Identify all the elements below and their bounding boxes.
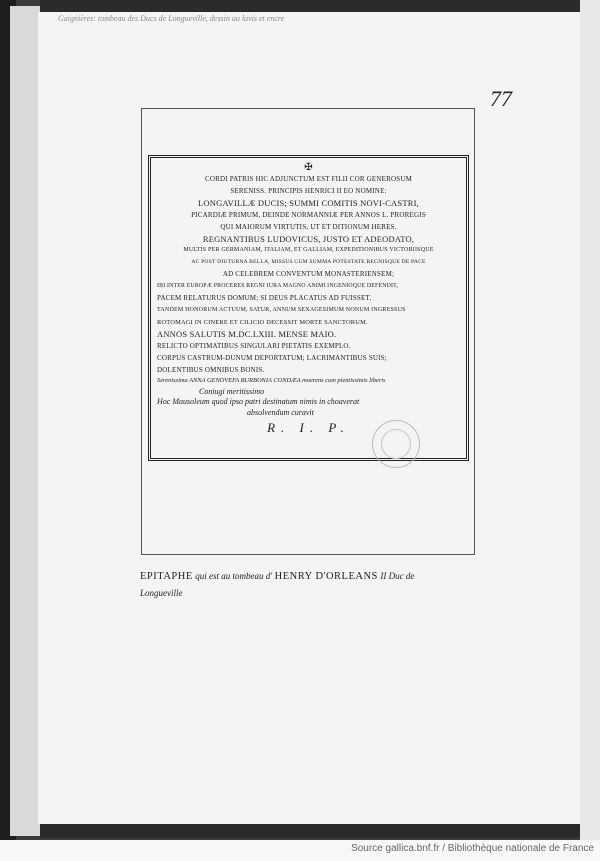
epitaph-line: ROTOMAGI IN CINERE ET CILICIO DECESSIT MORTE SANCTORUM.: [157, 318, 368, 326]
source-credit: Source gallica.bnf.fr / Bibliothèque nationale de France: [351, 843, 594, 854]
caption-text: Longueville: [140, 588, 183, 598]
caption-title: EPITAPHE: [140, 571, 193, 582]
signature-rip: R. I. P.: [267, 420, 350, 436]
epitaph-line: MULTIS PER GERMANIAM, ITALIAM, ET GALLIAM, EXPEDITIONIBUS VICTORIISQUE: [183, 247, 434, 254]
dedication-line: Serenissima ANNA GENOVEFA BURBONIA CONDÆA moerens cum pientissimis liberis: [157, 377, 386, 385]
caption-text: qui est au tombeau d': [195, 571, 273, 581]
caption: [140, 568, 480, 602]
top-note: Gaignières: tombeau des Ducs de Longueville, dessin au lavis et encre: [58, 14, 285, 23]
epitaph-line: PICARDIÆ PRIMUM, DEINDE NORMANNIÆ PER ANNOS L. PROREGIS: [191, 210, 426, 219]
folio-number: 77: [490, 86, 512, 111]
epitaph-tablet: [148, 155, 469, 461]
cross-icon: ✠: [304, 162, 313, 173]
epitaph-line: AC POST DIUTURNA BELLA, MISSUS CUM SUMMA POTESTATE REGNISQUE DE PACE: [191, 259, 426, 266]
epitaph-line: DOLENTIBUS OMNIBUS BONIS.: [157, 365, 265, 374]
dedication-line: absolvendum curavit: [247, 407, 314, 417]
library-stamp: [372, 420, 420, 468]
scan-right-edge: [580, 0, 600, 840]
epitaph-line: PACEM RELATURUS DOMUM; SI DEUS PLACATUS AD FUISSET.: [157, 294, 372, 303]
epitaph-line: QUI MAIORUM VIRTUTIS, UT ET DITIONUM HERES.: [220, 222, 397, 231]
epitaph-line: CORDI PATRIS HIC ADJUNCTUM EST FILII COR GENEROSUM: [205, 175, 412, 183]
scan-back-page: [10, 6, 40, 836]
epitaph-line: LONGAVILLÆ DUCIS; SUMMI COMITIS NOVI-CASTRI,: [198, 197, 419, 208]
dedication-line: Coniugi meritissimo: [199, 386, 265, 396]
epitaph-line: REGNANTIBUS LUDOVICUS, JUSTO ET ADEODATO,: [202, 233, 415, 244]
epitaph-line: CORPUS CASTRUM-DUNUM DEPORTATUM; LACRIMANTIBUS SUIS;: [157, 353, 387, 362]
epitaph-line: SERENISS. PRINCIPIS HENRICI II EO NOMINE:: [230, 186, 387, 195]
caption-name: HENRY D'ORLEANS: [274, 571, 378, 582]
epitaph-line: RELICTO OPTIMATIBUS SINGULARI PIETATIS EXEMPLO.: [157, 341, 351, 350]
epitaph-line: ANNOS SALUTIS M.DC.LXIII. MENSE MAIO.: [157, 328, 337, 339]
caption-text: II Duc de: [380, 571, 415, 581]
dedication-line: Hoc Mausoleum quod ipso patri destinatum nimis in choaverat: [157, 397, 360, 407]
epitaph-line: TANDEM HONORUM ACTUUM, SATUR, ANNUM SEXAGESIMUM NONUM INGRESSUS: [157, 306, 406, 313]
epitaph-line: IBI INTER EUROPÆ PROCERES REGNI IURA MAGNO ANIMI INGENIOQUE DEFENDIT,: [157, 283, 399, 290]
scan-bottom-edge: [40, 824, 580, 838]
epitaph-line: AD CELEBREM CONVENTUM MONASTERIENSEM;: [222, 270, 395, 279]
